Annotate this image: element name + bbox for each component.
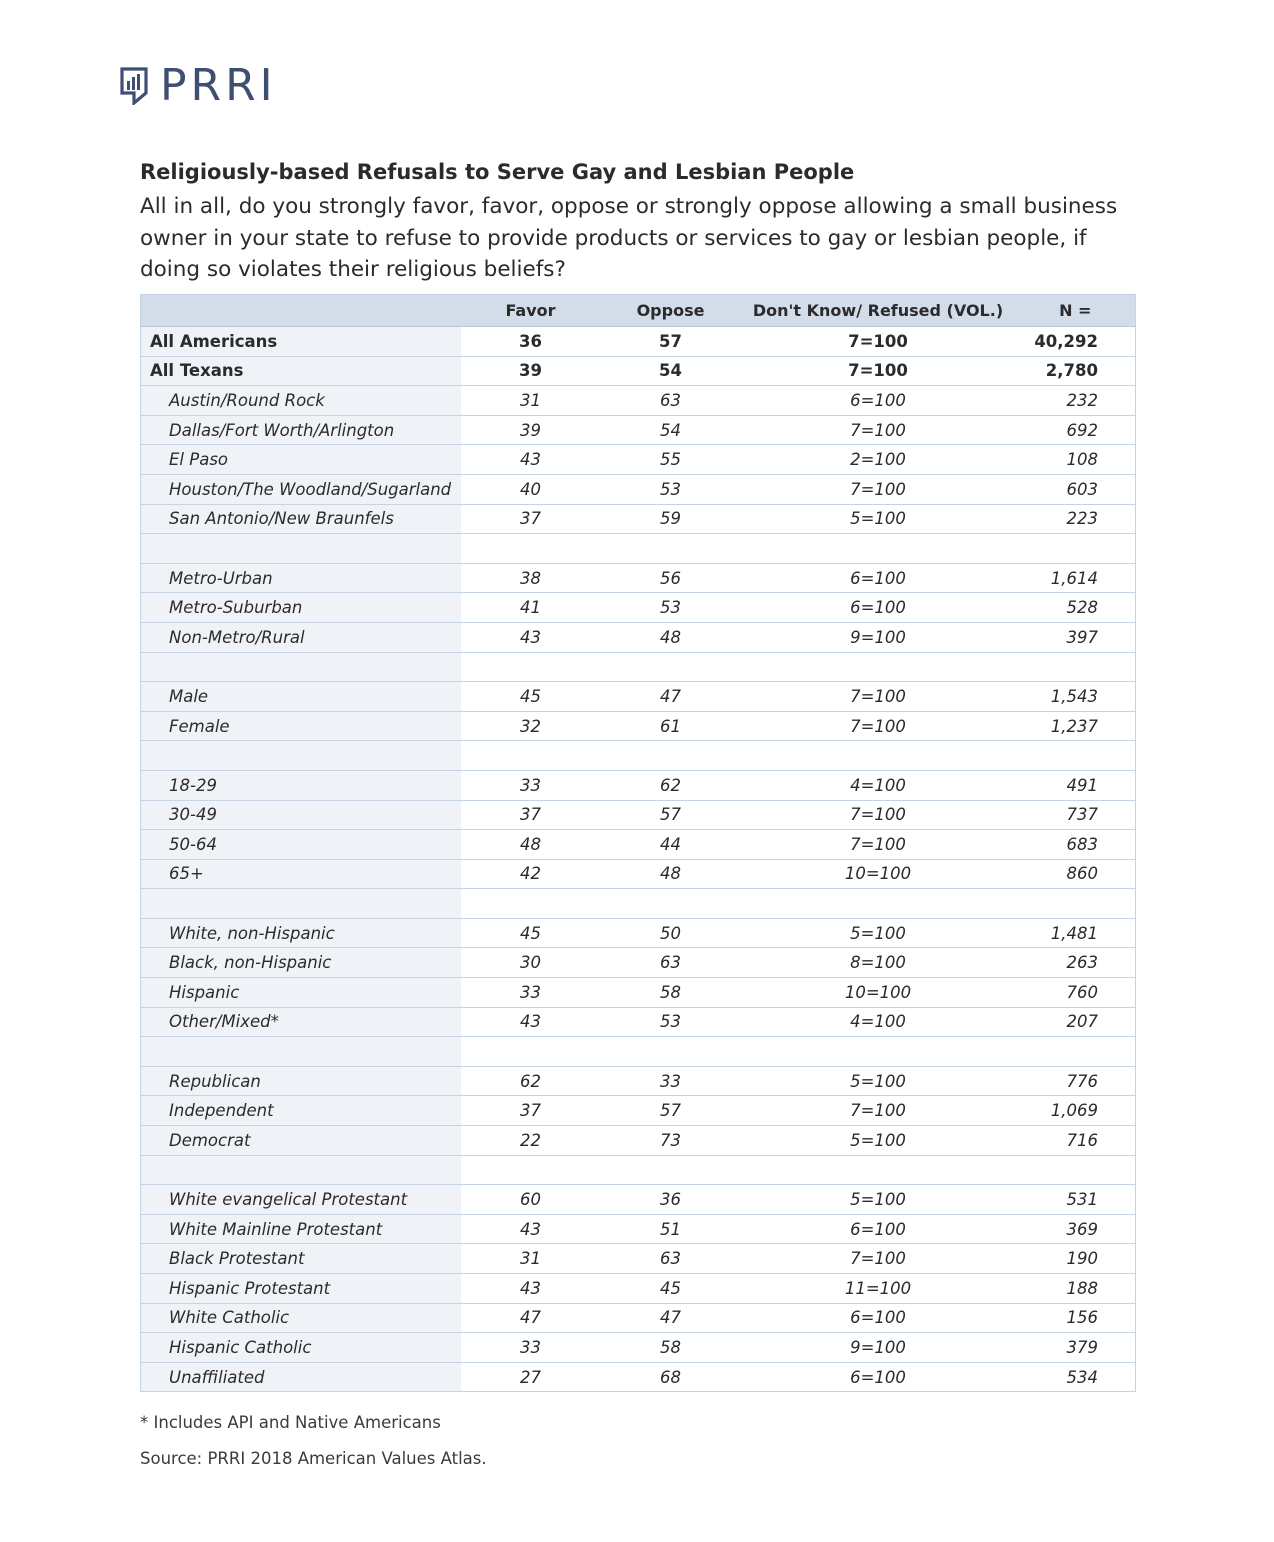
oppose-cell: 51 [601,1214,741,1244]
favor-cell: 39 [461,356,601,386]
favor-cell: 33 [461,978,601,1008]
dont-know-cell: 2=100 [741,445,1016,475]
spacer-row [141,889,1136,919]
oppose-cell: 50 [601,918,741,948]
dont-know-cell: 5=100 [741,1185,1016,1215]
favor-cell [461,652,601,682]
oppose-cell: 57 [601,327,741,357]
row-label: Houston/The Woodland/Sugarland [141,474,461,504]
favor-cell [461,889,601,919]
table-row [141,800,1136,830]
table-row [141,1007,1136,1037]
row-label: Male [141,682,461,712]
favor-cell: 45 [461,918,601,948]
favor-cell [461,741,601,771]
table-row [141,1066,1136,1096]
dont-know-cell: 6=100 [741,1362,1016,1392]
n-cell: 1,614 [1016,563,1136,593]
table-row [141,445,1136,475]
oppose-cell: 62 [601,770,741,800]
favor-cell: 22 [461,1126,601,1156]
table-header-row [141,295,1136,327]
n-cell: 2,780 [1016,356,1136,386]
table-row [141,356,1136,386]
results-table [140,294,1136,1392]
dont-know-cell: 5=100 [741,1126,1016,1156]
row-label: San Antonio/New Braunfels [141,504,461,534]
table-row [141,622,1136,652]
dont-know-cell: 6=100 [741,563,1016,593]
oppose-cell: 58 [601,1333,741,1363]
n-cell: 207 [1016,1007,1136,1037]
n-cell: 1,069 [1016,1096,1136,1126]
oppose-cell: 53 [601,593,741,623]
dont-know-cell: 6=100 [741,593,1016,623]
table-row [141,918,1136,948]
favor-cell: 41 [461,593,601,623]
dont-know-cell: 9=100 [741,1333,1016,1363]
row-label: Black, non-Hispanic [141,948,461,978]
n-cell: 737 [1016,800,1136,830]
n-cell [1016,652,1136,682]
source-note: Source: PRRI 2018 American Values Atlas. [140,1449,487,1468]
row-label: Republican [141,1066,461,1096]
n-cell: 716 [1016,1126,1136,1156]
dont-know-cell: 10=100 [741,859,1016,889]
oppose-cell: 47 [601,1303,741,1333]
oppose-cell: 68 [601,1362,741,1392]
row-label: All Americans [141,327,461,357]
table-row [141,859,1136,889]
row-label: All Texans [141,356,461,386]
row-label: Hispanic Protestant [141,1274,461,1304]
favor-cell: 27 [461,1362,601,1392]
favor-cell: 37 [461,504,601,534]
favor-cell: 31 [461,386,601,416]
spacer-row [141,652,1136,682]
oppose-cell: 63 [601,386,741,416]
table-row [141,563,1136,593]
row-label: 18-29 [141,770,461,800]
row-label: El Paso [141,445,461,475]
oppose-cell: 45 [601,1274,741,1304]
oppose-cell: 47 [601,682,741,712]
row-label: 65+ [141,859,461,889]
dont-know-cell: 7=100 [741,1096,1016,1126]
dont-know-cell [741,1155,1016,1185]
n-cell: 397 [1016,622,1136,652]
row-label: Hispanic Catholic [141,1333,461,1363]
n-cell: 369 [1016,1214,1136,1244]
oppose-cell [601,889,741,919]
header-dont-know: Don't Know/ Refused (VOL.) [741,295,1016,327]
oppose-cell [601,652,741,682]
dont-know-cell: 7=100 [741,830,1016,860]
n-cell: 1,481 [1016,918,1136,948]
table-row [141,1185,1136,1215]
favor-cell: 47 [461,1303,601,1333]
n-cell: 263 [1016,948,1136,978]
n-cell: 190 [1016,1244,1136,1274]
favor-cell [461,534,601,564]
table-row [141,593,1136,623]
header-label [141,295,461,327]
oppose-cell: 56 [601,563,741,593]
table-body [141,327,1136,1392]
table-row [141,1244,1136,1274]
row-label [141,652,461,682]
n-cell [1016,889,1136,919]
oppose-cell: 58 [601,978,741,1008]
row-label [141,889,461,919]
favor-cell: 31 [461,1244,601,1274]
n-cell: 534 [1016,1362,1136,1392]
table-row [141,327,1136,357]
row-label: Independent [141,1096,461,1126]
row-label: Metro-Urban [141,563,461,593]
row-label: Female [141,711,461,741]
favor-cell: 36 [461,327,601,357]
dont-know-cell: 7=100 [741,356,1016,386]
oppose-cell [601,1155,741,1185]
n-cell: 776 [1016,1066,1136,1096]
n-cell: 860 [1016,859,1136,889]
n-cell [1016,534,1136,564]
n-cell: 1,543 [1016,682,1136,712]
dont-know-cell: 7=100 [741,327,1016,357]
table-row [141,682,1136,712]
table-row [141,386,1136,416]
row-label: White Mainline Protestant [141,1214,461,1244]
table-row [141,415,1136,445]
favor-cell: 42 [461,859,601,889]
n-cell: 40,292 [1016,327,1136,357]
dont-know-cell [741,889,1016,919]
spacer-row [141,1155,1136,1185]
row-label: 30-49 [141,800,461,830]
spacer-row [141,741,1136,771]
table-row [141,474,1136,504]
dont-know-cell: 7=100 [741,682,1016,712]
row-label: Metro-Suburban [141,593,461,623]
header-oppose: Oppose [601,295,741,327]
n-cell: 603 [1016,474,1136,504]
row-label: Democrat [141,1126,461,1156]
table-row [141,1333,1136,1363]
favor-cell: 39 [461,415,601,445]
favor-cell: 32 [461,711,601,741]
oppose-cell: 57 [601,1096,741,1126]
oppose-cell: 57 [601,800,741,830]
favor-cell: 33 [461,770,601,800]
dont-know-cell [741,741,1016,771]
oppose-cell: 48 [601,622,741,652]
n-cell: 491 [1016,770,1136,800]
row-label: White evangelical Protestant [141,1185,461,1215]
dont-know-cell: 10=100 [741,978,1016,1008]
dont-know-cell: 6=100 [741,1303,1016,1333]
n-cell: 760 [1016,978,1136,1008]
oppose-cell: 63 [601,948,741,978]
table-row [141,711,1136,741]
dont-know-cell: 7=100 [741,1244,1016,1274]
n-cell: 683 [1016,830,1136,860]
oppose-cell [601,741,741,771]
n-cell: 692 [1016,415,1136,445]
dont-know-cell: 7=100 [741,474,1016,504]
table-row [141,1362,1136,1392]
table-row [141,948,1136,978]
favor-cell: 33 [461,1333,601,1363]
n-cell [1016,1037,1136,1067]
n-cell: 108 [1016,445,1136,475]
row-label [141,1155,461,1185]
spacer-row [141,534,1136,564]
n-cell [1016,1155,1136,1185]
oppose-cell: 33 [601,1066,741,1096]
favor-cell: 48 [461,830,601,860]
oppose-cell: 73 [601,1126,741,1156]
table-row [141,770,1136,800]
prri-logo [120,60,277,111]
dont-know-cell [741,1037,1016,1067]
table-row [141,1214,1136,1244]
favor-cell: 43 [461,622,601,652]
dont-know-cell: 4=100 [741,770,1016,800]
oppose-cell: 54 [601,356,741,386]
favor-cell: 37 [461,800,601,830]
dont-know-cell: 11=100 [741,1274,1016,1304]
dont-know-cell [741,534,1016,564]
favor-cell: 62 [461,1066,601,1096]
row-label: Black Protestant [141,1244,461,1274]
favor-cell: 37 [461,1096,601,1126]
table-row [141,1303,1136,1333]
favor-cell: 43 [461,445,601,475]
row-label: Hispanic [141,978,461,1008]
survey-question: All in all, do you strongly favor, favor, oppose or strongly oppose allowing a small business owner in your state to refuse to provide products or services to gay or lesbian people, if doing so violates their religious beliefs? [140,194,1118,282]
table-title: Religiously-based Refusals to Serve Gay and Lesbian People [140,160,855,184]
row-label: Unaffiliated [141,1362,461,1392]
favor-cell: 60 [461,1185,601,1215]
n-cell: 156 [1016,1303,1136,1333]
row-label [141,1037,461,1067]
dont-know-cell: 6=100 [741,386,1016,416]
favor-cell: 38 [461,563,601,593]
row-label: White, non-Hispanic [141,918,461,948]
oppose-cell: 44 [601,830,741,860]
table-row [141,978,1136,1008]
table-row [141,1274,1136,1304]
dont-know-cell: 7=100 [741,711,1016,741]
n-cell: 223 [1016,504,1136,534]
row-label: Austin/Round Rock [141,386,461,416]
oppose-cell: 61 [601,711,741,741]
favor-cell: 45 [461,682,601,712]
footnote: * Includes API and Native Americans [140,1413,441,1432]
table-row [141,1126,1136,1156]
dont-know-cell [741,652,1016,682]
n-cell: 531 [1016,1185,1136,1215]
dont-know-cell: 5=100 [741,918,1016,948]
oppose-cell: 55 [601,445,741,475]
favor-cell [461,1155,601,1185]
brand-name: PRRI [160,60,277,111]
dont-know-cell: 7=100 [741,415,1016,445]
oppose-cell [601,534,741,564]
row-label [141,741,461,771]
oppose-cell: 48 [601,859,741,889]
dont-know-cell: 8=100 [741,948,1016,978]
favor-cell [461,1037,601,1067]
n-cell [1016,741,1136,771]
n-cell: 1,237 [1016,711,1136,741]
dont-know-cell: 5=100 [741,1066,1016,1096]
oppose-cell: 59 [601,504,741,534]
favor-cell: 43 [461,1214,601,1244]
table-row [141,504,1136,534]
dont-know-cell: 9=100 [741,622,1016,652]
row-label [141,534,461,564]
dont-know-cell: 6=100 [741,1214,1016,1244]
oppose-cell: 63 [601,1244,741,1274]
favor-cell: 30 [461,948,601,978]
oppose-cell: 53 [601,474,741,504]
favor-cell: 43 [461,1274,601,1304]
dont-know-cell: 5=100 [741,504,1016,534]
table-row [141,1096,1136,1126]
dont-know-cell: 7=100 [741,800,1016,830]
n-cell: 528 [1016,593,1136,623]
row-label: White Catholic [141,1303,461,1333]
prri-logo-icon [120,67,148,105]
row-label: Non-Metro/Rural [141,622,461,652]
table-row [141,830,1136,860]
oppose-cell: 54 [601,415,741,445]
header-n: N = [1016,295,1136,327]
n-cell: 232 [1016,386,1136,416]
n-cell: 379 [1016,1333,1136,1363]
favor-cell: 43 [461,1007,601,1037]
dont-know-cell: 4=100 [741,1007,1016,1037]
oppose-cell: 53 [601,1007,741,1037]
favor-cell: 40 [461,474,601,504]
spacer-row [141,1037,1136,1067]
row-label: 50-64 [141,830,461,860]
oppose-cell: 36 [601,1185,741,1215]
row-label: Other/Mixed* [141,1007,461,1037]
row-label: Dallas/Fort Worth/Arlington [141,415,461,445]
header-favor: Favor [461,295,601,327]
oppose-cell [601,1037,741,1067]
n-cell: 188 [1016,1274,1136,1304]
